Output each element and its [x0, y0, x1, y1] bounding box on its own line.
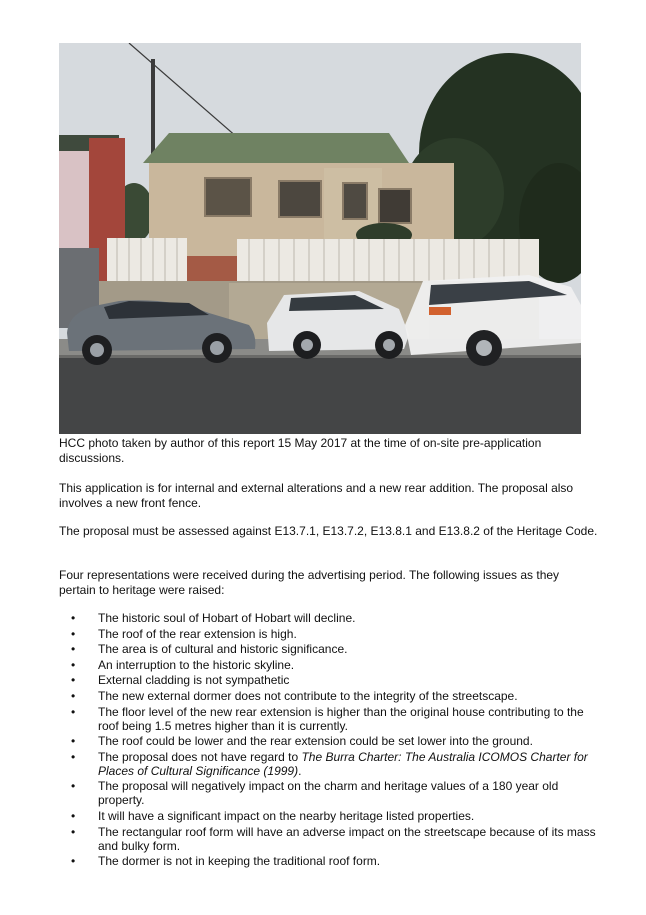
list-item-text: The area is of cultural and historic significance. [98, 642, 348, 657]
list-item-text: The roof could be lower and the rear extension could be set lower into the ground. [98, 734, 533, 749]
list-item-text: An interruption to the historic skyline. [98, 657, 295, 672]
list-item-text-lead: The proposal does not have regard to [98, 749, 302, 764]
bullet-icon: • [71, 734, 76, 749]
bullet-icon: • [71, 657, 76, 672]
bullet-icon: • [71, 824, 76, 839]
list-item-text: The proposal will negatively impact on the charm and heritage values of a 180 year old property. [98, 779, 559, 808]
bullet-icon: • [71, 611, 76, 625]
list-item [59, 627, 599, 641]
list-item-text-tail: . [298, 763, 302, 778]
list-item [59, 854, 599, 868]
bullet-icon: • [71, 749, 76, 764]
bullet-icon: • [71, 688, 76, 703]
list-item-text: The floor level of the new rear extension is higher than the original house contributing to the roof being 1.5 metres higher than it is currently. [98, 704, 584, 733]
list-item-text: The new external dormer does not contribute to the integrity of the streetscape. [98, 688, 518, 703]
house-photo [59, 43, 581, 434]
list-item-text: The dormer is not in keeping the traditional roof form. [98, 854, 381, 869]
bullet-icon: • [71, 642, 76, 657]
paragraph-representations: Four representations were received during the advertising period. The following issues as they pertain to heritage were raised: [59, 568, 560, 597]
bullet-icon: • [71, 626, 76, 641]
list-item [59, 809, 599, 823]
list-item-text: The roof of the rear extension is high. [98, 626, 297, 641]
bullet-icon: • [71, 808, 76, 823]
list-item-text: External cladding is not sympathetic [98, 673, 290, 688]
list-item [59, 734, 599, 748]
list-item-text: The rectangular roof form will have an adverse impact on the streetscape because of its mass and bulky form. [98, 824, 596, 853]
list-item [59, 658, 599, 672]
bullet-icon: • [71, 854, 76, 869]
paragraph-assessment-criteria: The proposal must be assessed against E13.7.1, E13.7.2, E13.8.1 and E13.8.2 of the Heritage Code. [59, 524, 598, 538]
burra-charter-title: The Burra Charter: The Australia ICOMOS Charter for Places of Cultural Significance (1999) [98, 749, 588, 778]
list-item [59, 825, 599, 853]
list-item [59, 642, 599, 656]
bullet-icon: • [71, 673, 76, 688]
list-item [59, 689, 599, 703]
bullet-icon: • [71, 779, 76, 794]
list-item-text [98, 750, 588, 778]
photo-caption: HCC photo taken by author of this report 15 May 2017 at the time of on-site pre-application discussions. [59, 436, 542, 465]
list-item [59, 705, 599, 733]
list-item [59, 750, 599, 778]
list-item [59, 611, 599, 625]
issues-list [59, 611, 599, 870]
bullet-icon: • [71, 704, 76, 719]
list-item-text: The historic soul of Hobart of Hobart will decline. [98, 611, 356, 625]
list-item [59, 673, 599, 687]
list-item [59, 779, 599, 807]
house-photo-illustration [59, 43, 581, 434]
paragraph-application-description: This application is for internal and external alterations and a new rear addition. The proposal also involves a new front fence. [59, 481, 574, 510]
list-item-text: It will have a significant impact on the nearby heritage listed properties. [98, 808, 475, 823]
